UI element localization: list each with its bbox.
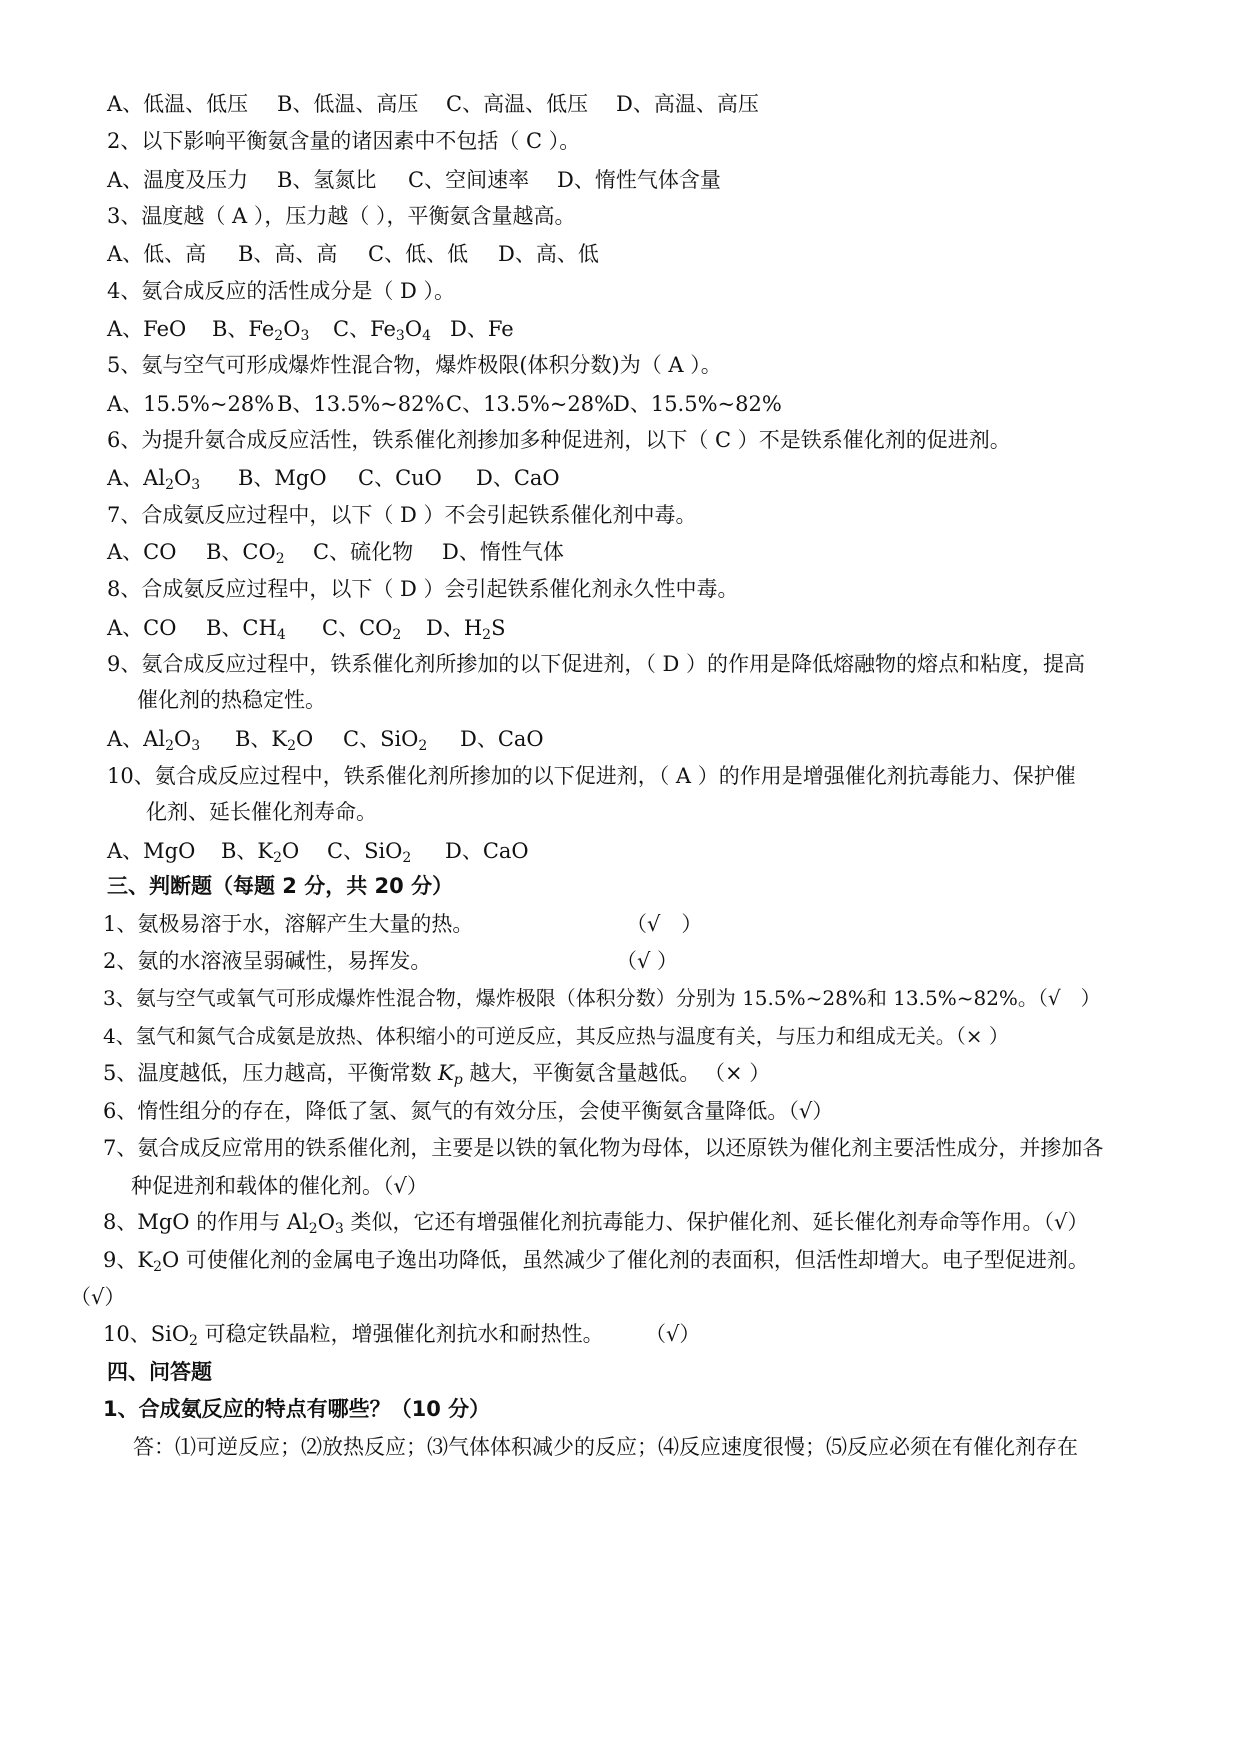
q4-option-c-prefix: C、Fe	[333, 317, 396, 341]
q6-option-a-mid: O	[173, 466, 192, 490]
q5-option-b: B、13.5%~82%	[277, 392, 445, 416]
q4-option-d: D、Fe	[450, 317, 514, 341]
q10-option-b-suffix: O	[282, 839, 300, 863]
q2-option-a: A、温度及压力	[107, 168, 249, 192]
j8-sub1: 2	[308, 1221, 318, 1237]
q9-option-a	[107, 727, 201, 754]
q9-question-line2: 催化剂的热稳定性。	[137, 688, 326, 712]
q10-option-c-prefix: C、SiO	[327, 839, 403, 863]
section4-title: 四、问答题	[107, 1360, 212, 1384]
q4-option-b	[212, 317, 310, 344]
j5-mark: （× ）	[704, 1061, 771, 1085]
j3-statement: 3、氨与空气或氧气可形成爆炸性混合物，爆炸极限（体积分数）分别为 15.5%~28%和 13.5%~82%。（√ ）	[103, 986, 1101, 1010]
j8-mid: O	[317, 1210, 335, 1234]
j7-statement-line1: 7、氨合成反应常用的铁系催化剂，主要是以铁的氧化物为母体，以还原铁为催化剂主要活性成分，并掺加各	[103, 1136, 1104, 1160]
q10-option-c-sub: 2	[402, 850, 412, 866]
section3-title: 三、判断题（每题 2 分，共 20 分）	[107, 874, 454, 898]
q7-option-d: D、惰性气体	[442, 540, 564, 564]
q6-option-a-sub2: 3	[191, 477, 201, 493]
j10-prefix: 10、SiO	[103, 1322, 190, 1346]
j9-statement-line2: （√）	[70, 1285, 126, 1309]
q5-option-c: C、13.5%~28%	[446, 392, 615, 416]
q9-question-line1: 9、氨合成反应过程中，铁系催化剂所掺加的以下促进剂，（ D ）的作用是降低熔融物的熔点和粘度，提高	[107, 652, 1086, 676]
j5-text-after: 越大，平衡氨含量越低。	[462, 1061, 701, 1085]
j8-statement	[103, 1210, 1089, 1237]
q8-option-c-sub: 2	[392, 627, 402, 643]
j8-suffix: 类似，它还有增强催化剂抗毒能力、保护催化剂、延长催化剂寿命等作用。（√）	[343, 1210, 1089, 1234]
j10-suffix: 可稳定铁晶粒，增强催化剂抗水和耐热性。	[197, 1322, 604, 1346]
q6-option-a-prefix: A、Al	[107, 466, 166, 490]
q7-option-b	[206, 540, 285, 567]
q4-option-c-sub1: 3	[395, 328, 405, 344]
q1-option-d: D、高温、高压	[616, 92, 759, 116]
q9-option-a-sub1: 2	[165, 738, 174, 754]
q1-option-a: A、低温、低压	[107, 92, 249, 116]
q7-option-b-sub: 2	[275, 551, 285, 567]
q8-option-d	[426, 616, 506, 643]
q10-option-c	[327, 839, 412, 866]
j9-prefix: 9、K	[103, 1248, 154, 1272]
q2-option-c: C、空间速率	[408, 168, 530, 192]
q2-question: 2、以下影响平衡氨含量的诸因素中不包括（ C ）。	[107, 129, 581, 153]
q7-option-b-prefix: B、CO	[206, 540, 276, 564]
j8-prefix: 8、MgO 的作用与 Al	[103, 1210, 309, 1234]
q10-question-line1: 10、氨合成反应过程中，铁系催化剂所掺加的以下促进剂，（ A ）的作用是增强催化剂抗毒能力、保护催	[107, 764, 1076, 788]
q7-option-c: C、硫化物	[313, 540, 414, 564]
q9-option-a-mid: O	[173, 727, 192, 751]
q6-option-b: B、MgO	[238, 466, 327, 490]
q10-question-line2: 化剂、延长催化剂寿命。	[146, 800, 377, 824]
q4-option-b-prefix: B、Fe	[212, 317, 275, 341]
q4-option-b-sub2: 3	[300, 328, 310, 344]
q4-option-c-mid: O	[404, 317, 423, 341]
j7-statement-line2: 种促进剂和载体的催化剂。（√）	[131, 1174, 428, 1198]
q5-option-a: A、15.5%~28%	[107, 392, 275, 416]
q8-option-d-suffix: S	[491, 616, 506, 640]
q1-option-c: C、高温、低压	[446, 92, 589, 116]
q4-question: 4、氨合成反应的活性成分是（ D ）。	[107, 279, 456, 303]
j1-mark: （√ ）	[626, 912, 703, 936]
q8-option-b	[206, 616, 286, 643]
j10-mark: （√）	[645, 1322, 701, 1346]
j5-text-before: 5、温度越低，压力越高，平衡常数	[103, 1061, 439, 1085]
q3-option-d: D、高、低	[498, 242, 599, 266]
q9-option-b-suffix: O	[296, 727, 314, 751]
j5-statement	[103, 1061, 701, 1088]
q9-option-d: D、CaO	[460, 727, 544, 751]
q4-option-b-mid: O	[283, 317, 301, 341]
qa1-answer: 答：⑴可逆反应；⑵放热反应；⑶气体体积减少的反应；⑷反应速度很慢；⑸反应必须在有催化剂存在	[133, 1435, 1078, 1459]
q3-option-b: B、高、高	[238, 242, 338, 266]
q8-option-c	[322, 616, 402, 643]
q2-option-d: D、惰性气体含量	[557, 168, 721, 192]
q3-option-a: A、低、高	[107, 242, 207, 266]
q7-option-a: A、CO	[107, 540, 177, 564]
q6-option-a	[107, 466, 201, 493]
j8-sub2: 3	[334, 1221, 344, 1237]
q7-question: 7、合成氨反应过程中，以下（ D ）不会引起铁系催化剂中毒。	[107, 503, 697, 527]
q8-option-b-prefix: B、CH	[206, 616, 277, 640]
j1-statement: 1、氨极易溶于水，溶解产生大量的热。	[103, 912, 474, 936]
q4-option-c	[333, 317, 431, 344]
j5-k-subscript: p	[453, 1072, 463, 1088]
q8-option-a: A、CO	[107, 616, 177, 640]
q10-option-b-sub: 2	[273, 850, 283, 866]
q8-option-d-prefix: D、H	[426, 616, 483, 640]
q10-option-a: A、MgO	[107, 839, 196, 863]
q3-option-c: C、低、低	[368, 242, 469, 266]
qa1-question: 1、合成氨反应的特点有哪些？（10 分）	[103, 1397, 491, 1421]
q9-option-c-sub: 2	[418, 738, 428, 754]
q2-option-b: B、氢氮比	[277, 168, 377, 192]
q9-option-b	[235, 727, 314, 754]
q8-question: 8、合成氨反应过程中，以下（ D ）会引起铁系催化剂永久性中毒。	[107, 577, 739, 601]
q9-option-c	[343, 727, 428, 754]
j10-statement	[103, 1322, 604, 1349]
q10-option-b	[221, 839, 300, 866]
j2-statement: 2、氨的水溶液呈弱碱性，易挥发。	[103, 949, 432, 973]
j10-sub: 2	[189, 1333, 198, 1349]
q6-question: 6、为提升氨合成反应活性，铁系催化剂掺加多种促进剂，以下（ C ）不是铁系催化剂的促进剂。	[107, 428, 1011, 452]
q6-option-c: C、CuO	[358, 466, 442, 490]
q8-option-d-sub: 2	[482, 627, 492, 643]
q9-option-a-prefix: A、Al	[107, 727, 166, 751]
q5-question: 5、氨与空气可形成爆炸性混合物，爆炸极限(体积分数)为（ A ）。	[107, 353, 722, 377]
q4-option-a: A、FeO	[107, 317, 187, 341]
q9-option-b-prefix: B、K	[235, 727, 288, 751]
j5-k-symbol: K	[438, 1061, 454, 1085]
q4-option-c-sub2: 4	[422, 328, 431, 344]
j9-sub: 2	[153, 1259, 162, 1275]
j9-statement-line1	[103, 1248, 1089, 1275]
j2-mark: （√ ）	[616, 949, 679, 973]
q8-option-c-prefix: C、CO	[322, 616, 393, 640]
q6-option-d: D、CaO	[476, 466, 560, 490]
q5-option-d: D、15.5%~82%	[613, 392, 782, 416]
q9-option-c-prefix: C、SiO	[343, 727, 419, 751]
q10-option-b-prefix: B、K	[221, 839, 274, 863]
j4-statement: 4、氢气和氮气合成氨是放热、体积缩小的可逆反应，其反应热与温度有关，与压力和组成无关。（× ）	[103, 1024, 1009, 1048]
q4-option-b-sub1: 2	[274, 328, 284, 344]
q10-option-d: D、CaO	[445, 839, 529, 863]
q9-option-a-sub2: 3	[191, 738, 201, 754]
q9-option-b-sub: 2	[287, 738, 297, 754]
q3-question: 3、温度越（ A ），压力越（ ），平衡氨含量越高。	[107, 204, 576, 228]
q6-option-a-sub1: 2	[165, 477, 174, 493]
j9-line1-suffix: O 可使催化剂的金属电子逸出功降低，虽然减少了催化剂的表面积，但活性却增大。电子型促进剂。	[161, 1248, 1089, 1272]
q1-option-b: B、低温、高压	[277, 92, 419, 116]
j6-statement: 6、惰性组分的存在，降低了氢、氮气的有效分压，会使平衡氨含量降低。（√）	[103, 1099, 834, 1123]
q8-option-b-sub: 4	[276, 627, 286, 643]
